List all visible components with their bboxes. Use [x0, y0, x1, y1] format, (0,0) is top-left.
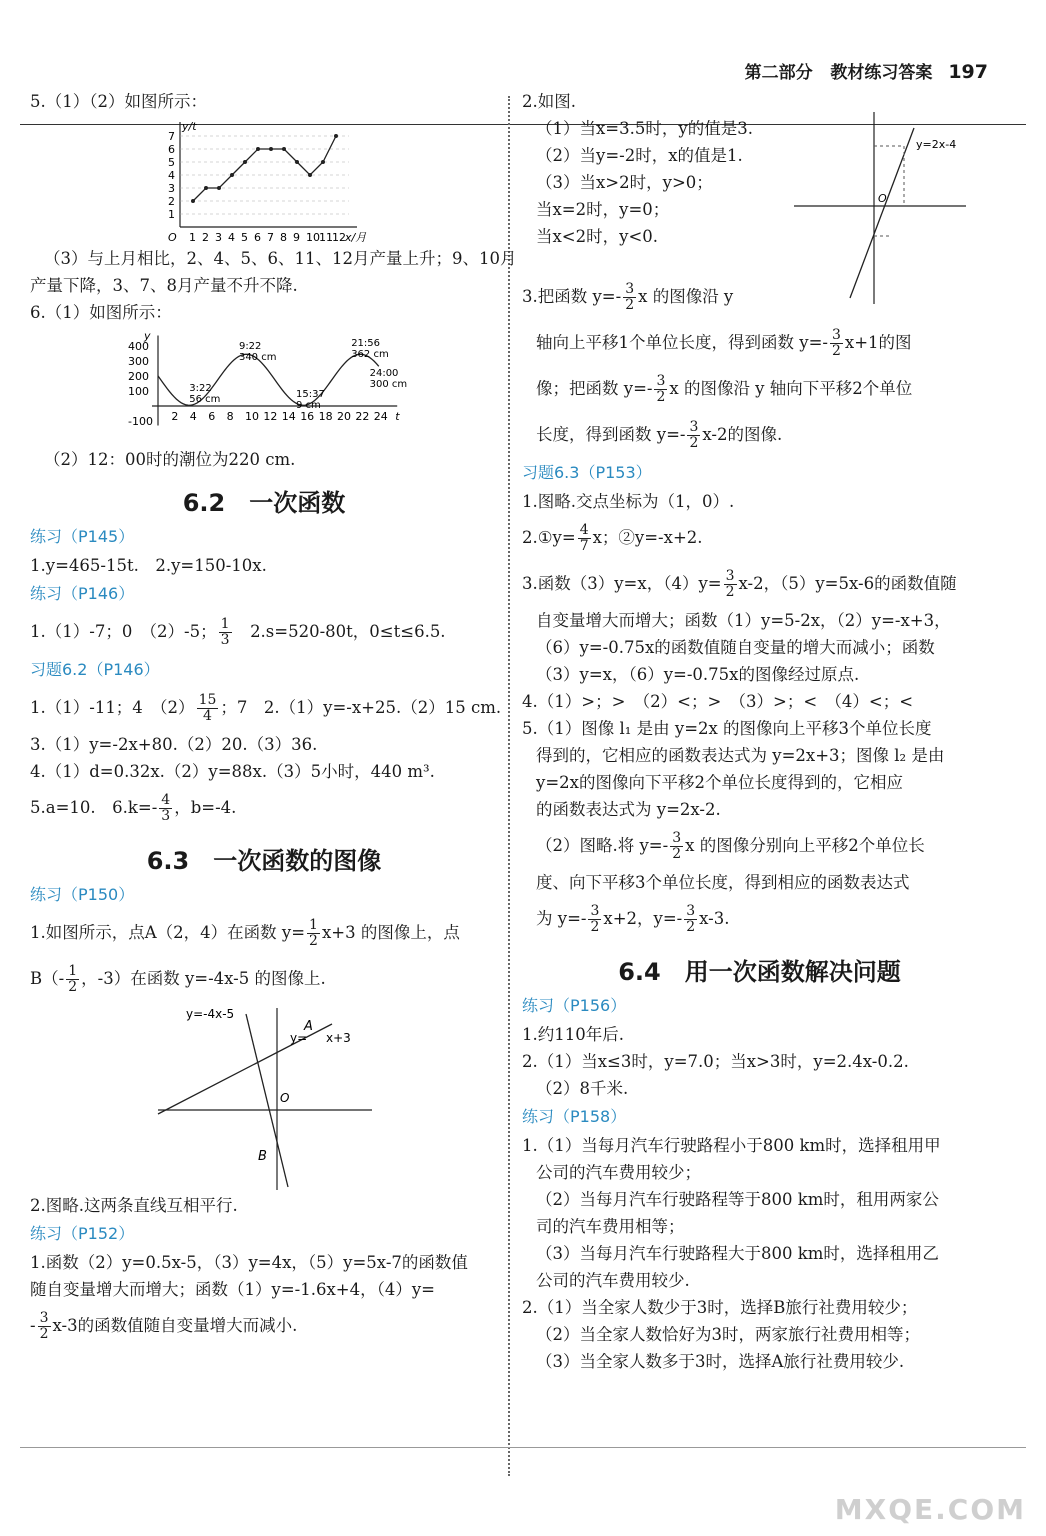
tide-chart	[126, 326, 426, 446]
xiti-6-3: 习题6.3（P153）	[522, 463, 652, 482]
x-tick-label: 6	[254, 231, 261, 244]
column-divider	[508, 96, 510, 1476]
x-tick-label: 2	[171, 410, 179, 423]
point-a-label: A	[304, 1019, 313, 1034]
r-q2b: （2）当y=-2时，x的值是1.	[536, 146, 743, 165]
data-point	[308, 173, 312, 177]
data-point	[321, 160, 325, 164]
s-q1: 1.图略.交点坐标为（1，0）.	[522, 492, 735, 511]
x-tick-label: 2	[202, 231, 209, 244]
y-tick-label: 400	[128, 340, 149, 353]
r-q3c: 像；把函数 y=- $\frac{3}{2}$ x 的图像沿 y 轴向下平移2个单位	[536, 373, 913, 405]
data-point	[269, 147, 273, 151]
graph-y-2x-4	[790, 108, 970, 308]
x-tick-label: 3	[215, 231, 222, 244]
xiti-6-2-q1: 1.（1）-11；4 （2） $\frac{15}{4}$ ；7 2.（1）y=-x+25.（2）15 cm.	[30, 692, 502, 724]
data-point	[334, 134, 338, 138]
q5-head: 5.（1）（2）如图所示：	[30, 92, 207, 111]
t-q2a: 2.（1）当x≤3时，y=7.0；当x>3时，y=2.4x-0.2.	[522, 1052, 909, 1071]
s-q2: 2.①y= $\frac{4}{7}$ x；②y=-x+2.	[522, 522, 703, 554]
y-axis-label: y	[144, 329, 151, 343]
y-tick-label: 2	[168, 195, 175, 208]
exercise-p145: 练习（P145）	[30, 527, 135, 546]
p150-q1b: B（- $\frac{1}{2}$ ，-3）在函数 y=-4x-5 的图像上.	[30, 963, 326, 995]
annotation-time: 21:56	[351, 338, 381, 349]
xiti-6-2-q5: 5.a=10. 6.k=- $\frac{4}{3}$ ，b=-4.	[30, 792, 237, 824]
s-q5e: （2）图略.将 y=- $\frac{3}{2}$ x 的图像分别向上平移2个单位长	[536, 830, 925, 862]
t-q2b: （2）8千米.	[536, 1079, 629, 1098]
u-q1d: 司的汽车费用相等；	[536, 1217, 685, 1236]
section-6-4: 6.4 用一次函数解决问题	[618, 958, 901, 986]
y-tick-label: 200	[128, 370, 149, 383]
q5-p3a: （3）与上月相比，2、4、5、6、11、12月产量上升；9、10月	[44, 249, 517, 268]
exercise-p146: 练习（P146）	[30, 584, 135, 603]
p152-q1a: 1.函数（2）y=0.5x-5，（3）y=4x，（5）y=5x-7的函数值	[30, 1253, 468, 1272]
annotation-value: 340 cm	[238, 352, 277, 363]
data-point	[204, 186, 208, 190]
x-tick-label: 20	[337, 410, 351, 423]
left-column	[30, 88, 517, 1349]
y-tick-label: -100	[128, 415, 153, 428]
y-axis-label: y/t	[182, 120, 197, 133]
section-6-2: 6.2 一次函数	[182, 489, 346, 517]
xiti-6-2-q4: 4.（1）d=0.32x.（2）y=88x.（3）5小时，440 m³.	[30, 762, 435, 781]
s-q3b: 自变量增大而增大；函数（1）y=5-2x，（2）y=-x+3，	[536, 611, 951, 630]
origin-label: O	[168, 231, 177, 244]
data-point	[230, 173, 234, 177]
right-column	[522, 88, 997, 1375]
u-q1b: 公司的汽车费用较少；	[536, 1163, 701, 1182]
annotation-time: 24:00	[369, 368, 399, 379]
x-tick-label: 12	[263, 410, 278, 423]
x-tick-label: 14	[281, 410, 296, 423]
x-axis-label: t	[395, 410, 400, 423]
data-point	[191, 199, 195, 203]
q6-head: 6.（1）如图所示：	[30, 303, 172, 322]
r-q2d: 当x=2时，y=0；	[536, 200, 670, 219]
header-part: 第二部分	[744, 63, 813, 83]
x-tick-label: 10	[306, 231, 320, 244]
exercise-p152: 练习（P152）	[30, 1224, 135, 1243]
watermark-logo: MXQE.COM	[834, 1493, 1026, 1526]
annotation-value: 56 cm	[189, 394, 221, 405]
annotation-value: 9 cm	[296, 400, 321, 411]
annotation-time: 3:22	[189, 383, 212, 394]
y-tick-label: 4	[168, 169, 175, 182]
x-tick-label: 10	[245, 410, 259, 423]
x-tick-label: 7	[267, 231, 274, 244]
x-tick-label: 8	[280, 231, 287, 244]
s-q3a: 3.函数（3）y=x，（4）y= $\frac{3}{2}$ x-2，（5）y=5x-6的函数值随	[522, 568, 957, 600]
r-q2: 2.如图.	[522, 92, 576, 111]
page-header	[745, 58, 988, 83]
x-tick-label: 4	[228, 231, 235, 244]
u-q1c: （2）当每月汽车行驶路程等于800 km时，租用两家公	[536, 1190, 939, 1209]
page-number: 197	[948, 61, 988, 83]
section-6-3: 6.3 一次函数的图像	[146, 847, 382, 875]
answer-p145: 1.y=465-15t. 2.y=150-10x.	[30, 556, 267, 575]
series-line	[193, 136, 336, 201]
g3-label-line2a: y=	[290, 1031, 308, 1045]
x-tick-label: 18	[318, 410, 333, 423]
x-tick-label: 12	[332, 231, 346, 244]
annotation-time: 15:37	[296, 389, 325, 400]
header-title: 教材练习答案	[830, 63, 933, 83]
exercise-p158: 练习（P158）	[522, 1107, 627, 1126]
p152-q1b: 随自变量增大而增大；函数（1）y=-1.6x+4，（4）y=	[30, 1280, 435, 1299]
data-point	[256, 147, 260, 151]
x-tick-label: 4	[189, 410, 197, 423]
x-tick-label: 1	[189, 231, 196, 244]
r-q3a: 3.把函数 y=- $\frac{3}{2}$ x 的图像沿 y	[522, 281, 734, 313]
y-tick-label: 7	[168, 130, 175, 143]
r-q2c: （3）当x>2时，y>0；	[536, 173, 713, 192]
g3-label-line2b: x+3	[326, 1031, 351, 1045]
x-tick-label: 6	[208, 410, 216, 423]
data-point	[243, 160, 247, 164]
q5-p3b: 产量下降，3、7、8月产量不升不降.	[30, 276, 298, 295]
s-q5b: 得到的，它相应的函数表达式为 y=2x+3；图像 l₂ 是由	[536, 746, 945, 765]
y-tick-label: 1	[168, 208, 175, 221]
s-q5c: y=2x的图像向下平移2个单位长度得到的，它相应	[536, 773, 903, 792]
y-tick-label: 5	[168, 156, 175, 169]
s-q3d: （3）y=x，（6）y=-0.75x的图像经过原点.	[536, 665, 860, 684]
data-point	[295, 160, 299, 164]
s-q5g: 为 y=- $\frac{3}{2}$ x+2，y=- $\frac{3}{2}$ x-3.	[536, 903, 730, 935]
p150-q1a: 1.如图所示，点A（2，4）在函数 y= $\frac{1}{2}$ x+3 的图像上，点	[30, 917, 460, 949]
s-q3c: （6）y=-0.75x的函数值随自变量的增大而减小；函数	[536, 638, 935, 657]
y-tick-label: 100	[128, 385, 149, 398]
s-q5f: 度、向下平移3个单位长度，得到相应的函数表达式	[536, 873, 910, 892]
y-tick-label: 300	[128, 355, 149, 368]
s-q5a: 5.（1）图像 l₁ 是由 y=2x 的图像向上平移3个单位长度	[522, 719, 932, 738]
g3-label-line1: y=-4x-5	[186, 1007, 235, 1021]
u-q1e: （3）当每月汽车行驶路程大于800 km时，选择租用乙	[536, 1244, 939, 1263]
r-q3b: 轴向上平移1个单位长度，得到函数 y=- $\frac{3}{2}$ x+1的图	[536, 327, 912, 359]
q6-p2: （2）12：00时的潮位为220 cm.	[44, 450, 296, 469]
u-q2a: 2.（1）当全家人数少于3时，选择B旅行社费用较少；	[522, 1298, 918, 1317]
r-q2a: （1）当x=3.5时，y的值是3.	[536, 119, 753, 138]
x-tick-label: 5	[241, 231, 248, 244]
u-q2b: （2）当全家人数恰好为3时，两家旅行社费用相等；	[536, 1325, 920, 1344]
xiti-6-2: 习题6.2（P146）	[30, 660, 160, 679]
annotation-value: 362 cm	[351, 349, 389, 360]
x-tick-label: 8	[226, 410, 234, 423]
x-tick-label: 22	[355, 410, 370, 423]
g4-label: y=2x-4	[916, 138, 957, 151]
x-tick-label: 9	[293, 231, 300, 244]
xiti-6-2-q3: 3.（1）y=-2x+80.（2）20.（3）36.	[30, 735, 318, 754]
point-b-label: B	[258, 1149, 267, 1164]
footer-rule	[20, 1447, 1026, 1448]
annotation-value: 300 cm	[369, 379, 408, 390]
r-q3d: 长度，得到函数 y=- $\frac{3}{2}$ x-2的图像.	[536, 419, 783, 451]
svg-text:O: O	[280, 1091, 290, 1105]
exercise-p150: 练习（P150）	[30, 885, 135, 904]
answer-p146: 1.（1）-7；0 （2）-5； $\frac{1}{3}$ 2.s=520-80t，0≤t≤6.5.	[30, 616, 446, 648]
y-tick-label: 3	[168, 182, 175, 195]
s-q4: 4.（1）>；> （2）<；> （3）>；< （4）<；<	[522, 692, 914, 711]
s-q5d: 的函数表达式为 y=2x-2.	[536, 800, 721, 819]
t-q1: 1.约110年后.	[522, 1025, 624, 1044]
data-point	[217, 186, 221, 190]
q2-block	[522, 88, 997, 274]
linear-graph-a-b	[150, 1002, 390, 1192]
exercise-p156: 练习（P156）	[522, 996, 627, 1015]
y-tick-label: 6	[168, 143, 175, 156]
r-q2e: 当x<2时，y<0.	[536, 227, 659, 246]
p150-q2: 2.图略.这两条直线互相平行.	[30, 1196, 238, 1215]
x-axis-label: x/月	[345, 231, 367, 244]
p152-q1c: - $\frac{3}{2}$ x-3的函数值随自变量增大而减小.	[30, 1310, 298, 1342]
svg-text:O: O	[878, 192, 887, 205]
x-tick-label: 24	[373, 410, 388, 423]
data-point	[282, 147, 286, 151]
u-q1a: 1.（1）当每月汽车行驶路程小于800 km时，选择租用甲	[522, 1136, 941, 1155]
annotation-time: 9:22	[238, 341, 262, 352]
x-tick-label: 16	[300, 410, 315, 423]
u-q2c: （3）当全家人数多于3时，选择A旅行社费用较少.	[536, 1352, 905, 1371]
production-chart	[150, 115, 510, 245]
x-tick-label: 11	[319, 231, 333, 244]
u-q1f: 公司的汽车费用较少.	[536, 1271, 690, 1290]
